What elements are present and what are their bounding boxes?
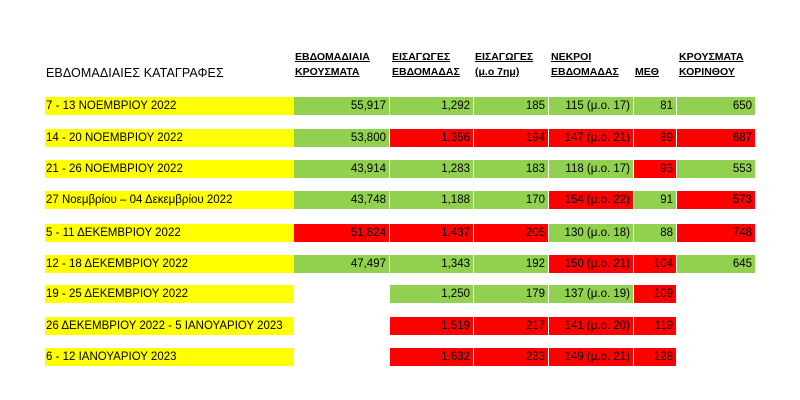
- cell-weekly-cases: 47,497: [294, 255, 389, 273]
- cell-icu: 88: [634, 224, 676, 242]
- cell-corinth-cases: 687: [677, 129, 755, 147]
- cell-weekly-deaths: 118 (μ.ο. 17): [549, 160, 633, 178]
- cell-admissions-avg: 185: [474, 97, 548, 115]
- cell-admissions-avg: 183: [474, 160, 548, 178]
- cell-icu: 119: [634, 317, 676, 335]
- cell-weekly-deaths: 154 (μ.ο. 22): [549, 191, 633, 209]
- cell-weekly-deaths: 150 (μ.ο. 21): [549, 255, 633, 273]
- cell-admissions-avg: 194: [474, 129, 548, 147]
- cell-icu: 93: [634, 160, 676, 178]
- row-week-label: 5 - 11 ΔΕΚΕΜΒΡΙΟΥ 2022: [45, 224, 294, 242]
- cell-weekly-admissions: 1,250: [390, 285, 473, 303]
- header-weekly-deaths: [551, 50, 619, 80]
- cell-admissions-avg: 205: [474, 224, 548, 242]
- cell-icu: 91: [634, 191, 676, 209]
- cell-admissions-avg: 217: [474, 317, 548, 335]
- header-weekly-admissions: [392, 50, 460, 80]
- header-weekly-cases-line1: ΕΒΔΟΜΑΔΙΑΙΑ: [295, 51, 370, 63]
- row-week-label: 12 - 18 ΔΕΚΕΜΒΡΙΟΥ 2022: [45, 255, 294, 273]
- row-week-label: 7 - 13 ΝΟΕΜΒΡΙΟΥ 2022: [45, 97, 294, 115]
- cell-weekly-deaths: 130 (μ.ο. 18): [549, 224, 633, 242]
- cell-weekly-cases: 51,824: [294, 224, 389, 242]
- cell-weekly-admissions: 1,283: [390, 160, 473, 178]
- cell-corinth-cases: 645: [677, 255, 755, 273]
- header-weekly-cases-line2: ΚΡΟΥΣΜΑΤΑ: [295, 66, 360, 78]
- cell-weekly-deaths: 115 (μ.ο. 17): [549, 97, 633, 115]
- cell-icu: 81: [634, 97, 676, 115]
- table-row: [0, 317, 800, 335]
- header-weekly-deaths-line2: ΕΒΔΟΜΑΔΑΣ: [551, 66, 619, 78]
- header-admissions-avg-line2: (μ.ο 7ημ): [475, 66, 520, 78]
- cell-corinth-cases: 748: [677, 224, 755, 242]
- cell-icu: 104: [634, 255, 676, 273]
- cell-weekly-admissions: 1,188: [390, 191, 473, 209]
- cell-admissions-avg: 192: [474, 255, 548, 273]
- cell-weekly-admissions: 1,343: [390, 255, 473, 273]
- header-admissions-avg: [475, 50, 533, 80]
- cell-corinth-cases: 573: [677, 191, 755, 209]
- row-week-label: 26 ΔΕΚΕΜΒΡΙΟΥ 2022 - 5 ΙΑΝΟΥΑΡΙΟΥ 2023: [45, 317, 294, 335]
- header-weekly-admissions-line1: ΕΙΣΑΓΩΓΕΣ: [392, 51, 451, 63]
- cell-weekly-cases: 55,917: [294, 97, 389, 115]
- cell-corinth-cases: 553: [677, 160, 755, 178]
- header-admissions-avg-line1: ΕΙΣΑΓΩΓΕΣ: [475, 51, 534, 63]
- cell-icu: 128: [634, 348, 676, 366]
- cell-weekly-deaths: 147 (μ.ο. 21): [549, 129, 633, 147]
- cell-icu: 89: [634, 129, 676, 147]
- table-row: [0, 255, 800, 273]
- cell-icu: 109: [634, 285, 676, 303]
- table-row: [0, 129, 800, 147]
- table-row: [0, 97, 800, 115]
- header-icu-line1: ΜΕΘ: [635, 66, 659, 78]
- row-week-label: 21 - 26 ΝΟΕΜΒΡΙΟΥ 2022: [45, 160, 294, 178]
- cell-weekly-admissions: 1,632: [390, 348, 473, 366]
- table-row: [0, 224, 800, 242]
- cell-weekly-cases: 53,800: [294, 129, 389, 147]
- cell-weekly-admissions: 1,519: [390, 317, 473, 335]
- row-week-label: 19 - 25 ΔΕΚΕΜΒΡΙΟΥ 2022: [45, 285, 294, 303]
- header-corinth-cases-line1: ΚΡΟΥΣΜΑΤΑ: [679, 51, 744, 63]
- cell-weekly-deaths: 137 (μ.ο. 19): [549, 285, 633, 303]
- table-title: ΕΒΔΟΜΑΔΙΑΙΕΣ ΚΑΤΑΓΡΑΦΕΣ: [46, 66, 224, 80]
- header-weekly-cases: [295, 50, 370, 80]
- cell-weekly-admissions: 1,292: [390, 97, 473, 115]
- header-icu: [635, 65, 659, 80]
- header-corinth-cases-line2: ΚΟΡΙΝΘΟΥ: [679, 66, 735, 78]
- row-week-label: 6 - 12 ΙΑΝΟΥΑΡΙΟΥ 2023: [45, 348, 294, 366]
- cell-weekly-cases: 43,748: [294, 191, 389, 209]
- header-weekly-admissions-line2: ΕΒΔΟΜΑΔΑΣ: [392, 66, 460, 78]
- table-row: [0, 191, 800, 209]
- header-weekly-deaths-line1: ΝΕΚΡΟΙ: [551, 51, 592, 63]
- table-row: [0, 160, 800, 178]
- cell-weekly-cases: 43,914: [294, 160, 389, 178]
- table-row: [0, 348, 800, 366]
- cell-admissions-avg: 170: [474, 191, 548, 209]
- cell-weekly-admissions: 1,437: [390, 224, 473, 242]
- cell-admissions-avg: 179: [474, 285, 548, 303]
- cell-weekly-deaths: 149 (μ.ο. 21): [549, 348, 633, 366]
- header-corinth-cases: [679, 50, 743, 80]
- row-week-label: 14 - 20 ΝΟΕΜΒΡΙΟΥ 2022: [45, 129, 294, 147]
- cell-weekly-admissions: 1,356: [390, 129, 473, 147]
- cell-weekly-deaths: 141 (μ.ο. 20): [549, 317, 633, 335]
- table-row: [0, 285, 800, 303]
- row-week-label: 27 Νοεμβρίου – 04 Δεκεμβρίου 2022: [45, 191, 294, 209]
- cell-admissions-avg: 233: [474, 348, 548, 366]
- cell-corinth-cases: 650: [677, 97, 755, 115]
